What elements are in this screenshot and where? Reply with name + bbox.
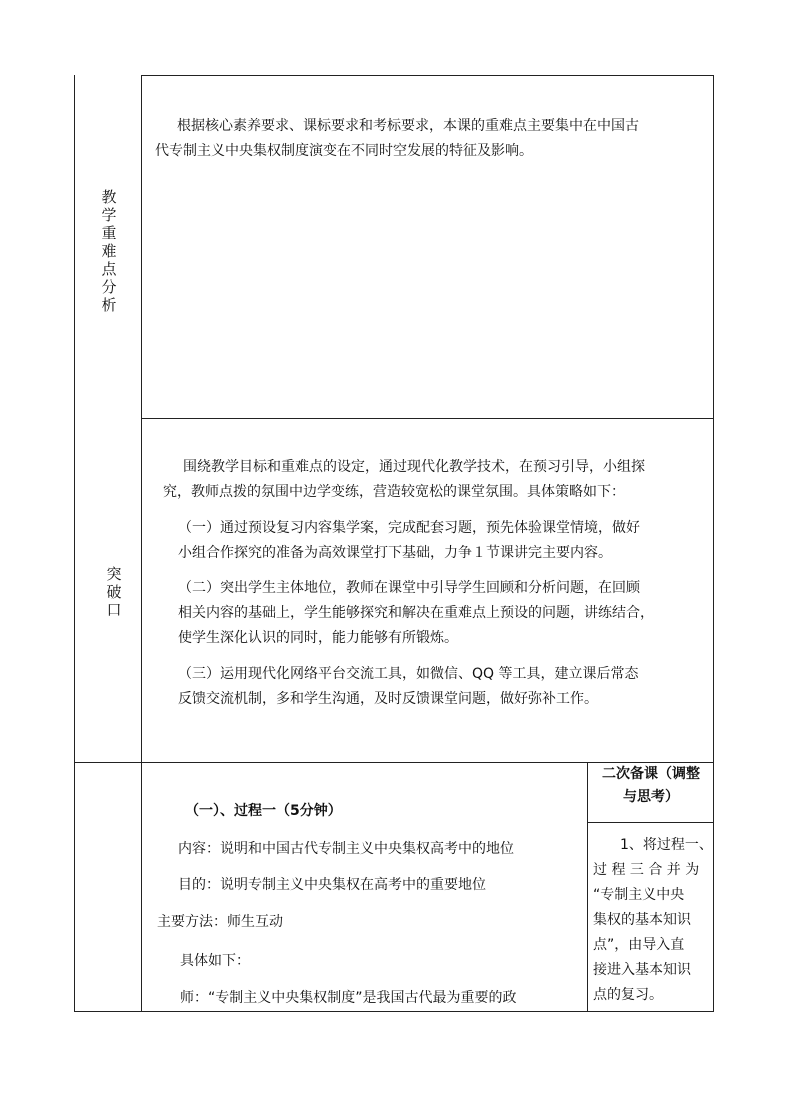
tupo-line-8: （三）运用现代化网络平台交流工具，如微信、QQ 等工具，建立课后常态 [178, 666, 639, 682]
process-detail: 具体如下： [180, 953, 250, 969]
zhongnandian-line-2: 代专制主义中央集权制度演变在不同时空发展的特征及影响。 [155, 143, 533, 159]
tupo-line-1: 围绕教学目标和重难点的设定，通过现代化教学技术，在预习引导，小组探 [183, 459, 645, 475]
process-content: 内容：说明和中国古代专制主义中央集权高考中的地位 [178, 841, 514, 857]
row-divider-top [141, 75, 714, 76]
zhongnandian-line-1: 根据核心素养要求、课标要求和考标要求，本课的重难点主要集中在中国古 [177, 118, 639, 134]
side-header-line-1: 二次备课（调整 [602, 766, 700, 782]
row-divider-1 [141, 418, 714, 419]
process-goal: 目的：说明专制主义中央集权在高考中的重要地位 [178, 877, 486, 893]
side-note-line-4: 集权的基本知识 [593, 912, 691, 928]
label-column-divider [141, 75, 142, 1012]
side-header-line-2: 与思考） [623, 789, 679, 805]
row-divider-2 [74, 762, 714, 763]
side-note-line-1: 1、将过程一、 [620, 837, 713, 853]
tupo-line-3: （一）通过预设复习内容集学案，完成配套习题，预先体验课堂情境，做好 [178, 520, 640, 536]
tupo-line-4: 小组合作探究的准备为高效课堂打下基础，力争１节课讲完主要内容。 [178, 545, 612, 561]
tupo-line-7: 使学生深化认识的同时，能力能够有所锻炼。 [178, 630, 458, 646]
tupo-line-5: （二）突出学生主体地位，教师在课堂中引导学生回顾和分析问题，在回顾 [178, 580, 640, 596]
side-header-divider [587, 822, 714, 823]
tupo-line-9: 反馈交流机制，多和学生沟通，及时反馈课堂问题，做好弥补工作。 [178, 691, 598, 707]
side-note-line-2: 过 程 三 合 并 为 [593, 862, 700, 878]
label-tupo: 突 破 口 [106, 565, 122, 619]
side-note-line-7: 点的复习。 [593, 987, 663, 1003]
side-note-line-3: “专制主义中央 [593, 887, 685, 903]
process-title: （一）、过程一（5分钟） [185, 803, 342, 819]
label-zhongnandian: 教 学 重 难 点 分 析 [101, 188, 117, 314]
side-column-divider [587, 762, 588, 1012]
side-note-line-6: 接进入基本知识 [593, 962, 691, 978]
tupo-line-6: 相关内容的基础上，学生能够探究和解决在重难点上预设的问题，讲练结合， [178, 605, 654, 621]
side-note-line-5: 点”，由导入直 [593, 937, 685, 953]
table-right-border [713, 75, 714, 1012]
process-teacher: 师：“专制主义中央集权制度”是我国古代最为重要的政 [180, 990, 517, 1006]
process-method: 主要方法：师生互动 [157, 914, 283, 930]
table-bottom-border [74, 1011, 714, 1012]
table-left-border [74, 75, 75, 1012]
tupo-line-2: 究，教师点拨的氛围中边学变练，营造较宽松的课堂氛围。具体策略如下： [163, 484, 625, 500]
